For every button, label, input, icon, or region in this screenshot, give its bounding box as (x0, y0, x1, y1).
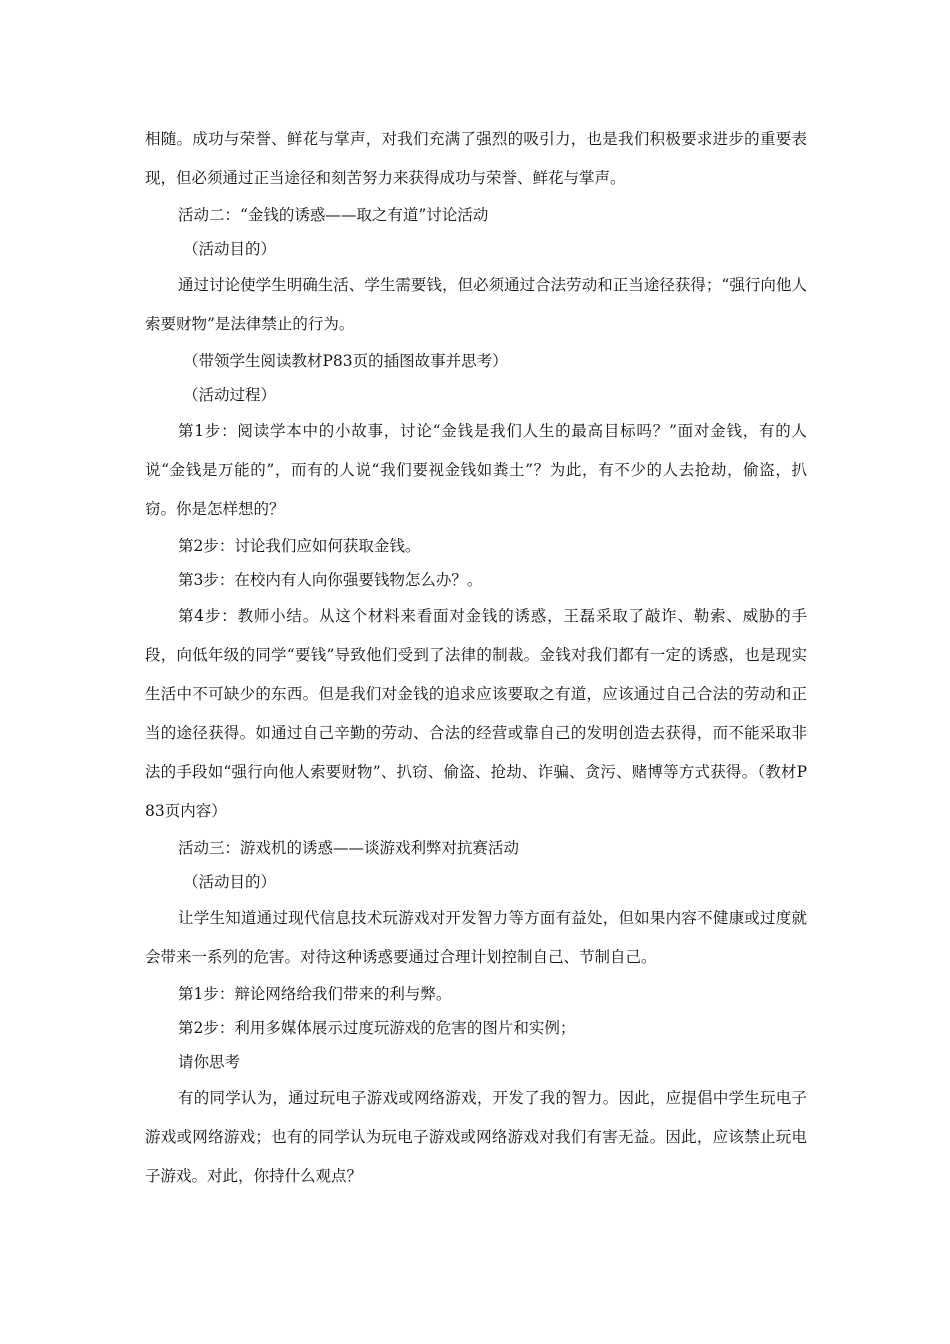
paragraph-continuation: 相随。成功与荣誉、鲜花与掌声，对我们充满了强烈的吸引力，也是我们积极要求进步的重要表现，但必须通过正当途径和刻苦努力来获得成功与荣誉、鲜花与掌声。 (145, 130, 807, 187)
heading-activity-three: 活动三：游戏机的诱惑——谈游戏利弊对抗赛活动 (178, 839, 520, 857)
heading-activity-two: 活动二：“金钱的诱惑——取之有道”讨论活动 (178, 206, 489, 224)
step-one-paragraph: 第1步：阅读学本中的小故事，讨论“金钱是我们人生的最高目标吗？”面对金钱，有的人说“金钱是万能的”，而有的人说“我们要视金钱如粪土”？为此，有不少的人去抢劫，偷盗，扒窃。你是怎样想的？ (145, 422, 807, 518)
paragraph-activity-two-goal: 通过讨论使学生明确生活、学生需要钱，但必须通过合法劳动和正当途径获得；“强行向他人索要财物”是法律禁止的行为。 (145, 276, 807, 333)
heading-please-think: 请你思考 (178, 1053, 241, 1071)
step-four-paragraph: 第4步：教师小结。从这个材料来看面对金钱的诱惑，王磊采取了敲诈、勒索、威胁的手段，向低年级的同学“要钱”导致他们受到了法律的制裁。金钱对我们都有一定的诱惑，也是现实生活中不可缺少的东西。但是我们对金钱的追求应该要取之有道，应该通过自己合法的劳动和正当的途径获得。如通过自己辛勤的劳动、合法的经营或靠自己的发明创造去获得，而不能采取非法的手段如“强行向他人索要财物”、扒窃、偷盗、抢劫、诈骗、贪污、赌博等方式获得。（教材P83页内容） (145, 607, 807, 820)
step-two-paragraph: 第2步：讨论我们应如何获取金钱。 (178, 537, 421, 555)
paragraph-activity-three-goal: 让学生知道通过现代信息技术玩游戏对开发智力等方面有益处，但如果内容不健康或过度就会带来一系列的危害。对待这种诱惑要通过合理计划控制自己、节制自己。 (145, 909, 807, 966)
label-activity-process: （活动过程） (183, 386, 277, 404)
step-one-debate: 第1步：辩论网络给我们带来的利与弊。 (178, 985, 452, 1003)
note-read-textbook: （带领学生阅读教材P83页的插图故事并思考） (183, 352, 508, 370)
document-body (145, 120, 807, 1196)
label-activity-goal-three: （活动目的） (183, 873, 277, 891)
label-activity-goal: （活动目的） (183, 240, 277, 258)
step-two-multimedia: 第2步：利用多媒体展示过度玩游戏的危害的图片和实例； (178, 1019, 576, 1037)
paragraph-think-question: 有的同学认为，通过玩电子游戏或网络游戏，开发了我的智力。因此，应提倡中学生玩电子游戏或网络游戏；也有的同学认为玩电子游戏或网络游戏对我们有害无益。因此，应该禁止玩电子游戏。对此，你持什么观点？ (145, 1089, 807, 1185)
step-three-paragraph: 第3步：在校内有人向你强要钱物怎么办？。 (178, 571, 483, 589)
